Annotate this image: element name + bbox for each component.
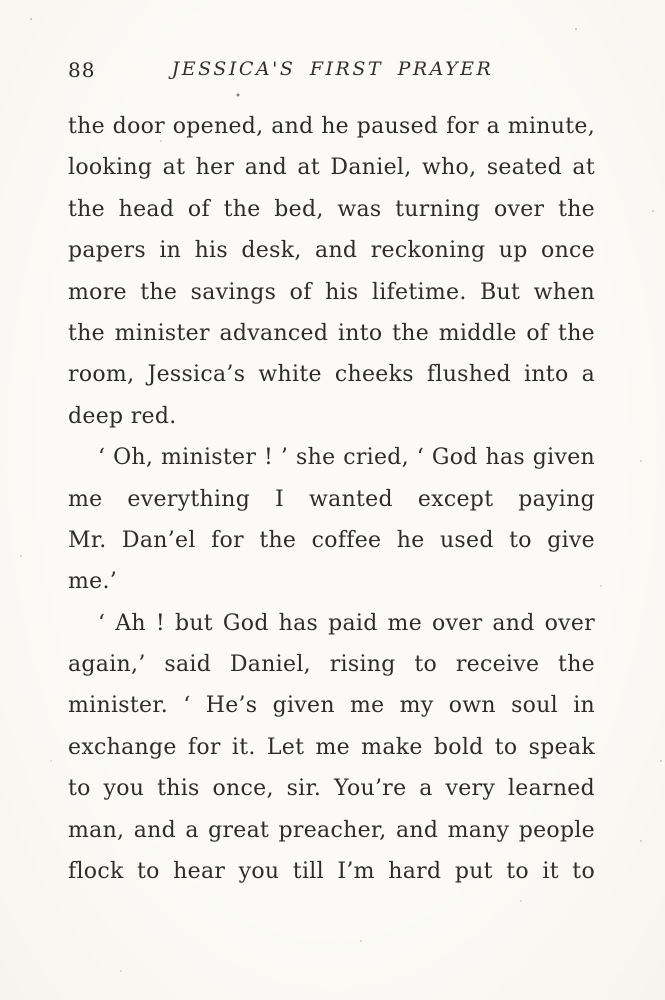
- paper-speckles: [30, 18, 32, 20]
- text-line: exchange for it. Let me make bold to speak: [68, 734, 595, 760]
- text-line: papers in his desk, and reckoning up once: [68, 238, 595, 264]
- text-line: to you this once, sir. You’re a very learned: [68, 776, 595, 802]
- text-line: man, and a great preacher, and many people: [68, 817, 595, 843]
- text-line: looking at her and at Daniel, who, seated at: [68, 155, 595, 181]
- text-line: again,’ said Daniel, rising to receive the: [68, 652, 595, 678]
- text-line: me.’: [68, 569, 118, 595]
- text-line: flock to hear you till I’m hard put to it to: [68, 859, 595, 885]
- text-line: Mr. Dan’el for the coffee he used to give: [68, 527, 595, 553]
- text-line: the minister advanced into the middle of the: [68, 320, 595, 346]
- text-line: the head of the bed, was turning over the: [68, 196, 595, 222]
- text-line: me everything I wanted except paying: [68, 486, 595, 512]
- text-line: minister. ‘ He’s given me my own soul in: [68, 693, 595, 719]
- text-line: ‘ Oh, minister ! ’ she cried, ‘ God has given: [98, 445, 595, 471]
- text-line: room, Jessica’s white cheeks flushed into a: [68, 362, 595, 388]
- page-header: [0, 58, 665, 88]
- page-number: 88: [68, 58, 96, 82]
- text-line: ‘ Ah ! but God has paid me over and over: [98, 610, 595, 636]
- running-title: JESSICA'S FIRST PRAYER: [171, 58, 494, 80]
- body-text: [68, 106, 595, 892]
- text-line: more the savings of his lifetime. But when: [68, 279, 595, 305]
- text-line: the door opened, and he paused for a minute,: [68, 114, 595, 139]
- text-line: deep red.: [68, 403, 177, 429]
